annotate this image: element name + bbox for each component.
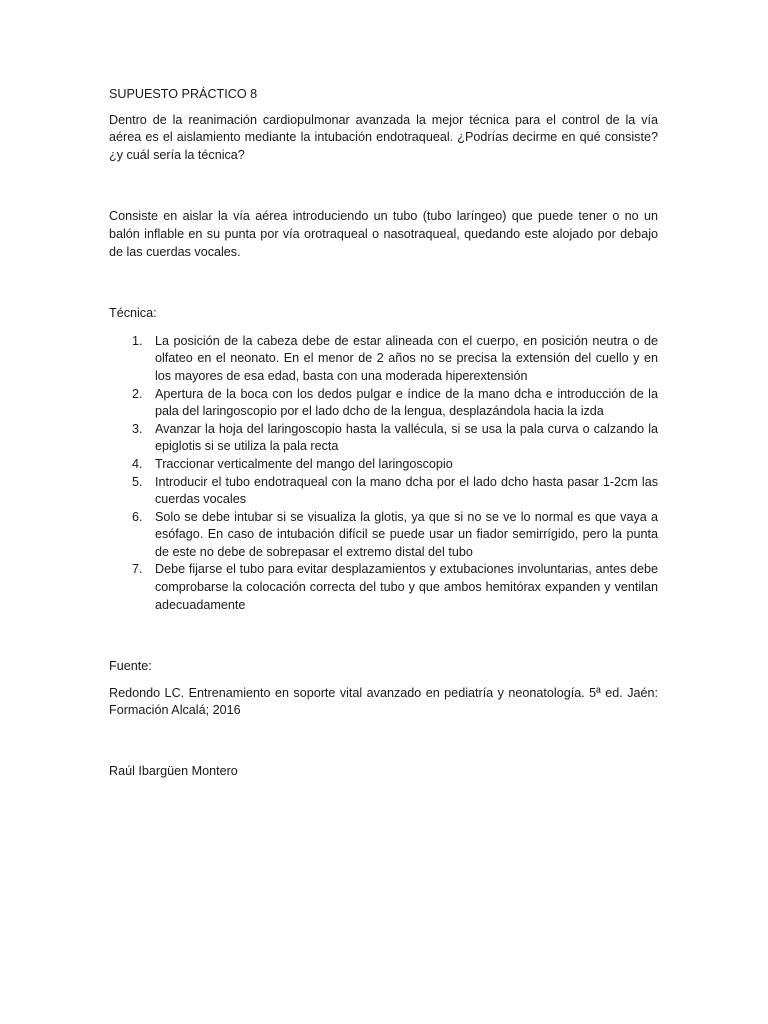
source-label: Fuente:	[109, 659, 152, 674]
step-number: 3.	[132, 421, 143, 436]
list-item	[109, 456, 658, 474]
list-item	[109, 421, 658, 456]
source-citation: Redondo LC. Entrenamiento en soporte vital avanzado en pediatría y neonatología. 5ª ed. Jaén: Formación Alcalá; 2016	[109, 685, 658, 718]
spacer	[109, 720, 658, 763]
step-number: 1.	[132, 333, 143, 348]
list-item	[109, 386, 658, 421]
step-text: Solo se debe intubar si se visualiza la glotis, ya que si no se ve lo normal es que vaya a esófago. En caso de intubación difícil se puede usar un fiador semirrígido, pero la punta de este no debe de sobrepasar el extremo distal del tubo	[155, 509, 658, 559]
step-number: 2.	[132, 386, 143, 401]
list-item	[109, 561, 658, 614]
technique-label: Técnica:	[109, 306, 157, 321]
author-name: Raúl Ibargüen Montero	[109, 764, 238, 779]
step-number: 7.	[132, 562, 143, 577]
step-text: Apertura de la boca con los dedos pulgar e índice de la mano dcha e introducción de la pala del laringoscopio por el lado dcho de la lengua, desplazándola hacia la izda	[155, 386, 658, 419]
answer-paragraph: Consiste en aislar la vía aérea introduciendo un tubo (tubo laríngeo) que puede tener o no un balón inflable en su punta por vía orotraqueal o nasotraqueal, quedando este alojado por debajo de las cuerdas vocales.	[109, 209, 658, 259]
spacer	[109, 164, 658, 208]
list-item	[109, 474, 658, 509]
spacer	[109, 261, 658, 305]
spacer	[109, 614, 658, 658]
step-text: Avanzar la hoja del laringoscopio hasta la vallécula, si se usa la pala curva o calzando la epiglotis si se utiliza la pala recta	[155, 421, 658, 454]
technique-steps-list	[109, 333, 658, 615]
step-number: 6.	[132, 509, 143, 524]
step-number: 4.	[132, 456, 143, 471]
step-number: 5.	[132, 474, 143, 489]
step-text: Introducir el tubo endotraqueal con la mano dcha por el lado dcho hasta pasar 1-2cm las cuerdas vocales	[155, 474, 658, 507]
step-text: Debe fijarse el tubo para evitar desplazamientos y extubaciones involuntarias, antes debe comprobarse la colocación correcta del tubo y que ambos hemitórax expanden y ventilan adecuadamente	[155, 562, 658, 612]
step-text: Traccionar verticalmente del mango del laringoscopio	[155, 456, 453, 471]
document-body	[109, 86, 658, 781]
list-item	[109, 509, 658, 562]
list-item	[109, 333, 658, 386]
document-title: SUPUESTO PRÁCTICO 8	[109, 87, 258, 101]
question-paragraph: Dentro de la reanimación cardiopulmonar avanzada la mejor técnica para el control de la vía aérea es el aislamiento mediante la intubación endotraqueal. ¿Podrías decirme en qué consiste? ¿y cuál sería la técnica?	[109, 112, 658, 162]
step-text: La posición de la cabeza debe de estar alineada con el cuerpo, en posición neutra o de olfateo en el neonato. En el menor de 2 años no se precisa la extensión del cuello y en los mayores de esa edad, basta con una moderada hiperextensión	[155, 333, 658, 383]
